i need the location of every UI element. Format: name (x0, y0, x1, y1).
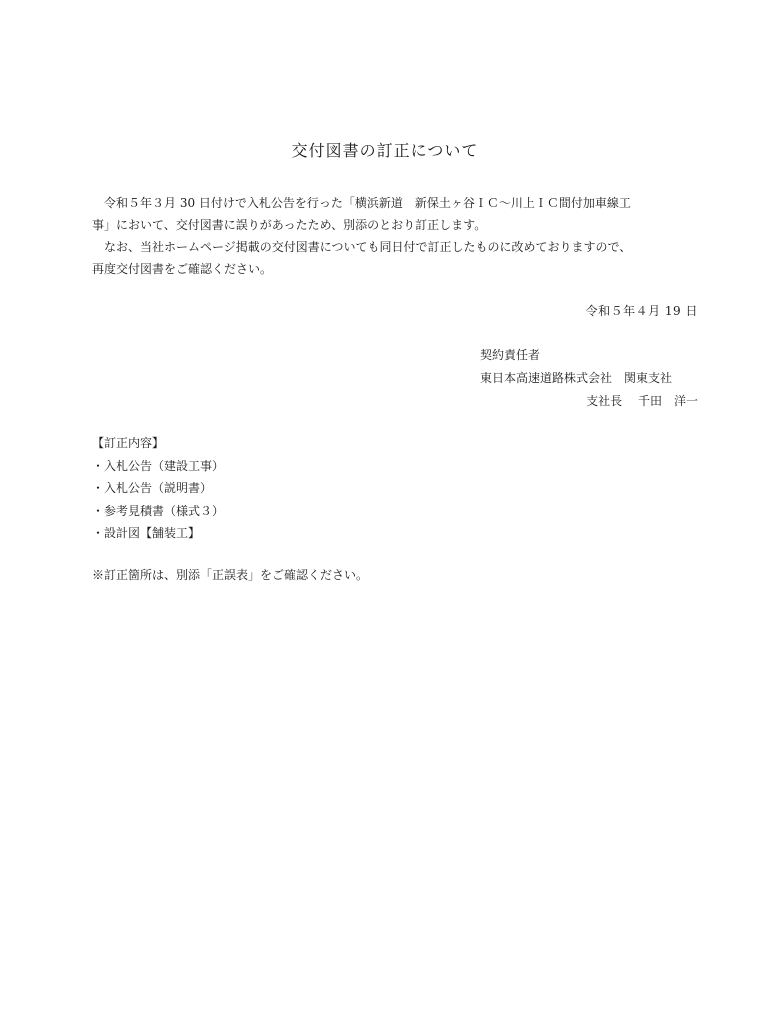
paragraph-2-line-1: なお、当社ホームページ掲載の交付図書についても同日付で訂正したものに改めておりますので、 (104, 240, 632, 254)
paragraph-1-line-1: 令和５年３月 30 日付けで入札公告を行った「横浜新道 新保土ヶ谷ＩＣ～川上ＩＣ間付加車線工 (104, 196, 631, 210)
list-item: ・設計図【舗装工】 (92, 526, 201, 540)
signatory-role: 契約責任者 (480, 348, 541, 362)
correction-note: ※訂正箇所は、別添「正誤表」をご確認ください。 (92, 568, 369, 582)
signatory-person: 支社長 千田 洋一 (586, 394, 698, 408)
list-item: ・参考見積書（様式３） (92, 503, 225, 518)
list-item: ・入札公告（説明書） (92, 481, 213, 495)
document-body (92, 192, 698, 280)
signatory-company: 東日本高速道路株式会社 関東支社 (480, 371, 673, 385)
corrections-list (92, 455, 224, 545)
document-title: 交付図書の訂正について (291, 141, 479, 160)
paragraph-1-line-2: 事」において、交付図書に誤りがあったため、別添のとおり訂正します。 (92, 218, 487, 232)
corrections-section (92, 432, 224, 545)
list-item: ・入札公告（建設工事） (92, 458, 225, 473)
document-date: 令和５年４月 19 日 (585, 304, 698, 318)
corrections-heading: 【訂正内容】 (92, 436, 165, 450)
paragraph-2-line-2: 再度交付図書をご確認ください。 (92, 262, 273, 276)
